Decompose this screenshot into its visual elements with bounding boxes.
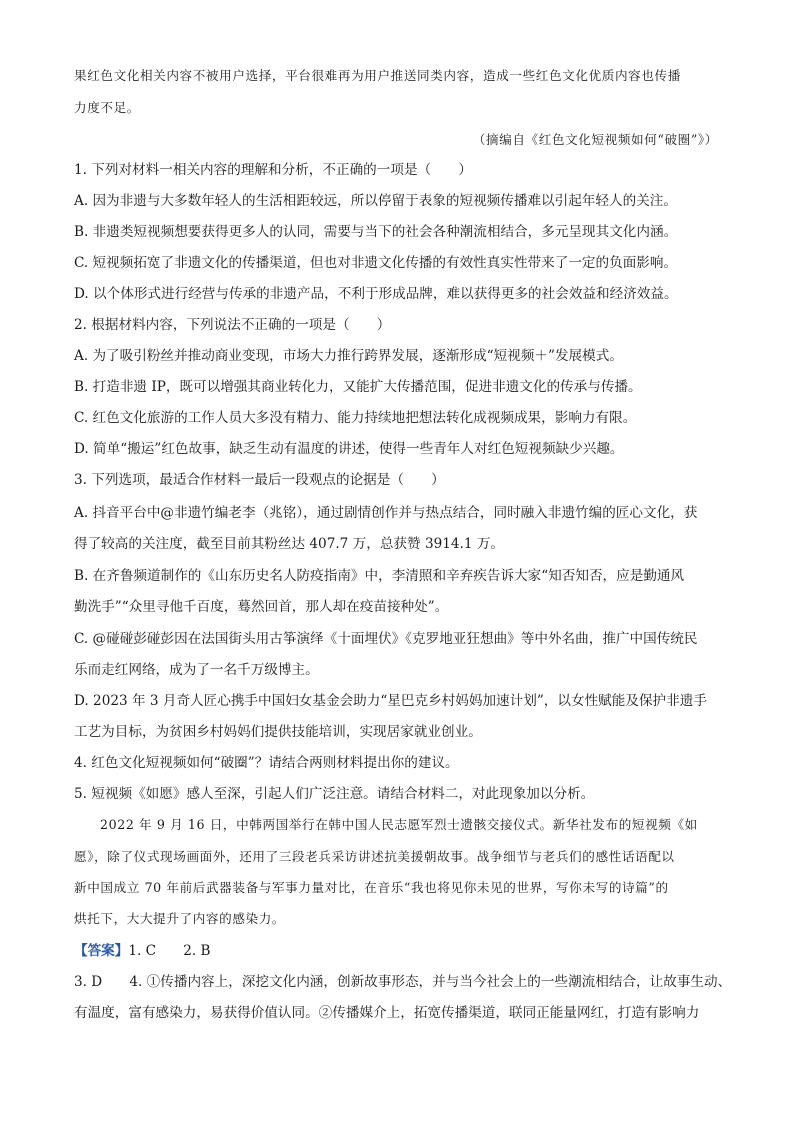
- text-line: 力度不足。: [74, 100, 140, 115]
- option-3b-cont: 勤洗手”“众里寻他千百度，蓦然回首，那人却在疫苗接种处”。: [74, 599, 449, 615]
- option-3c-cont: 乐而走红网络，成为了一名千万级博主。: [74, 662, 319, 678]
- option-3c: C. @碰碰彭碰彭因在法国街头用古筝演绎《十面埋伏》《克罗地亚狂想曲》等中外名曲，推广中国传统民: [74, 631, 698, 647]
- option-3b: B. 在齐鲁频道制作的《山东历史名人防疫指南》中，李清照和辛弃疾告诉大家“知否知否，应是勤通风: [74, 568, 685, 584]
- option-1c: C. 短视频拓宽了非遗文化的传播渠道，但也对非遗文化传播的有效性真实性带来了一定的负面影响。: [74, 255, 678, 271]
- answer-label: 【答案】: [74, 943, 129, 959]
- option-1b: B. 非遗类短视频想要获得更多人的认同，需要与当下的社会各种潮流相结合，多元呈现其文化内涵。: [74, 224, 678, 240]
- option-1a: A. 因为非遗与大多数年轻人的生活相距较远，所以停留于表象的短视频传播难以引起年轻人的关注。: [74, 193, 677, 209]
- question-3: 3. 下列选项，最适合作材料一最后一段观点的论据是（ ）: [74, 472, 445, 488]
- option-2a: A. 为了吸引粉丝并推动商业变现，市场大力推行跨界发展，逐渐形成“短视频＋”发展模式。: [74, 348, 623, 364]
- option-3d: D. 2023 年 3 月奇人匠心携手中国妇女基金会助力“星巴克乡村妈妈加速计划”，以女性赋能及保护非遗手: [74, 693, 707, 709]
- option-2b: B. 打造非遗 IP，既可以增强其商业转化力，又能扩大传播范围，促进非遗文化的传承与传播。: [74, 379, 642, 395]
- excerpt-line: 新中国成立 70 年前后武器装备与军事力量对比，在音乐“我也将见你未见的世界，写你未写的诗篇”的: [74, 880, 669, 895]
- source-citation: （摘编自《红色文化短视频如何“破圈”》）: [472, 132, 718, 147]
- question-4: 4. 红色文化短视频如何“破圈”？请结合两则材料提出你的建议。: [74, 755, 459, 771]
- excerpt-line: 愿》，除了仪式现场画面外，还用了三段老兵采访讲述抗美援朝故事。战争细节与老兵们的感性话语配以: [74, 849, 675, 864]
- question-2: 2. 根据材料内容，下列说法不正确的一项是（ ）: [74, 317, 391, 333]
- option-3a-cont: 得了较高的关注度，截至目前其粉丝达 407.7 万，总获赞 3914.1 万。: [74, 536, 505, 552]
- excerpt-line: 2022 年 9 月 16 日，中韩两国举行在韩中国人民志愿军烈士遗骸交接仪式。新华社发布的短视频《如: [100, 817, 698, 832]
- question-5: 5. 短视频《如愿》感人至深，引起人们广泛注意。请结合材料二，对此现象加以分析。: [74, 786, 595, 802]
- text-line: 果红色文化相关内容不被用户选择，平台很难再为用户推送同类内容，造成一些红色文化优质内容也传播: [74, 68, 681, 83]
- answer-row-3: 有温度，富有感染力，易获得价值认同。②传播媒介上，拓宽传播渠道，联同正能量网红，打造有影响力: [74, 1005, 700, 1021]
- question-1: 1. 下列对材料一相关内容的理解和分析，不正确的一项是（ ）: [74, 162, 472, 178]
- answer-row-1: [74, 941, 211, 961]
- answer-row-2: 3. D 4. ①传播内容上，深挖文化内涵，创新故事形态，并与当今社会上的一些潮流相结合，让故事生动、: [74, 974, 732, 990]
- excerpt-line: 烘托下，大大提升了内容的感染力。: [74, 911, 286, 926]
- option-3d-cont: 工艺为目标，为贫困乡村妈妈们提供技能培训，实现居家就业创业。: [74, 724, 482, 740]
- option-3a: A. 抖音平台中@非遗竹编老李（兆铭），通过剧情创作并与热点结合，同时融入非遗竹编的匠心文化，获: [74, 505, 698, 521]
- answer-values: 1. C 2. B: [128, 943, 211, 959]
- option-2c: C. 红色文化旅游的工作人员大多没有精力、能力持续地把想法转化成视频成果，影响力有限。: [74, 410, 637, 426]
- option-1d: D. 以个体形式进行经营与传承的非遗产品，不利于形成品牌，难以获得更多的社会效益和经济效益。: [74, 286, 678, 302]
- option-2d: D. 简单“搬运”红色故事，缺乏生动有温度的讲述，使得一些青年人对红色短视频缺少兴趣。: [74, 441, 624, 457]
